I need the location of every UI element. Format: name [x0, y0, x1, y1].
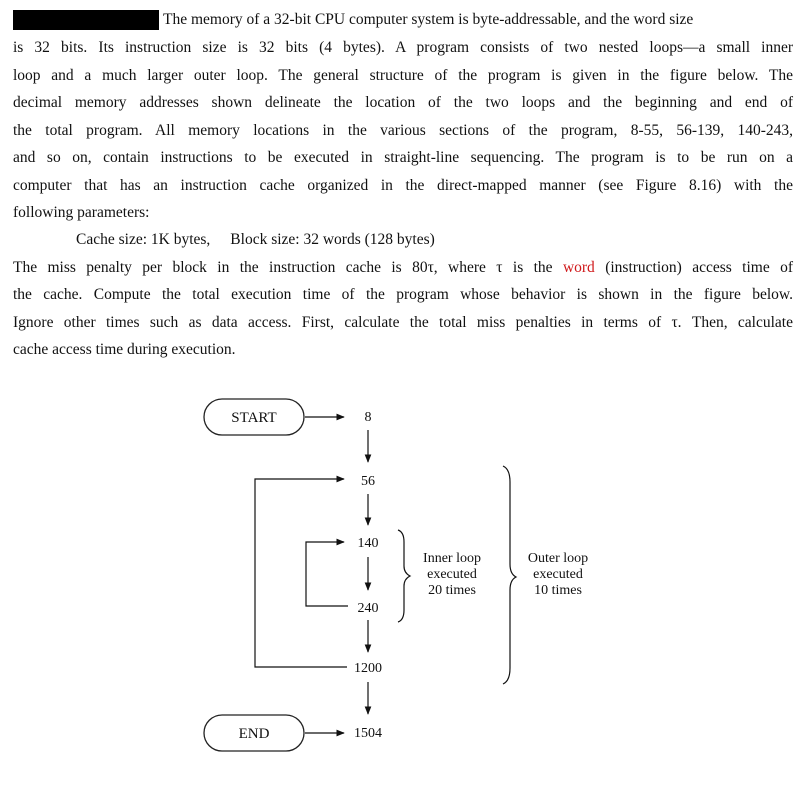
address-8: 8 [364, 410, 372, 425]
block-size-text: Block size: 32 words (128 bytes) [230, 231, 435, 248]
cache-size-text: Cache size: 1K bytes, [76, 231, 211, 248]
problem-line-1: The memory of a 32-bit CPU computer system is byte-addressable, and the word size [13, 10, 793, 30]
problem-line-2: is 32 bits. Its instruction size is 32 bits (4 bytes). A program consists of two nested loops—a small inner [13, 39, 793, 56]
inner-loop-label-3: 20 times [428, 583, 476, 598]
highlighted-word: word [562, 259, 595, 276]
inner-loop-label-1: Inner loop [423, 551, 481, 566]
inner-loop-brace [398, 530, 410, 622]
address-1200: 1200 [354, 661, 382, 676]
problem-line-6: and so on, contain instructions to be executed in straight-line sequencing. The program is to be run on a [13, 149, 793, 166]
end-label: END [238, 726, 270, 742]
start-label: START [231, 410, 277, 426]
outer-loop-label-1: Outer loop [527, 551, 589, 566]
problem-line-4: decimal memory addresses shown delineate the location of the two loops and the beginning and end of [13, 94, 793, 111]
problem-line-5: the total program. All memory locations in the various sections of the program, 8-55, 56-139, 140-243, [13, 122, 793, 139]
problem-line-8: following parameters: [13, 204, 150, 221]
inner-loop-return-line [306, 542, 348, 606]
cache-parameters [76, 230, 435, 250]
outer-loop-label-3: 10 times [534, 583, 582, 598]
address-56: 56 [361, 474, 375, 489]
address-240: 240 [357, 601, 379, 616]
problem-line-10: The miss penalty per block in the instruction cache is 80τ, where τ is the word (instruction) access time of [13, 259, 794, 276]
problem-line-7: computer that has an instruction cache organized in the direct-mapped manner (see Figure 8.16) with the [13, 177, 793, 194]
problem-line-3: loop and a much larger outer loop. The general structure of the program is given in the figure below. The [13, 67, 793, 84]
problem-line-13: cache access time during execution. [13, 341, 236, 358]
inner-loop-label-2: executed [427, 567, 477, 582]
outer-loop-label-2: executed [533, 567, 583, 582]
problem-line-11: the cache. Compute the total execution time of the program whose behavior is shown in the figure below. [13, 286, 793, 303]
address-1504: 1504 [354, 726, 382, 741]
outer-loop-brace [503, 466, 516, 684]
address-140: 140 [357, 536, 379, 551]
redaction-box [13, 10, 159, 30]
program-structure-diagram [0, 380, 804, 796]
outer-loop-return-line [255, 479, 347, 667]
problem-line-12: Ignore other times such as data access. First, calculate the total miss penalties in terms of τ. Then, calculate [13, 314, 793, 331]
